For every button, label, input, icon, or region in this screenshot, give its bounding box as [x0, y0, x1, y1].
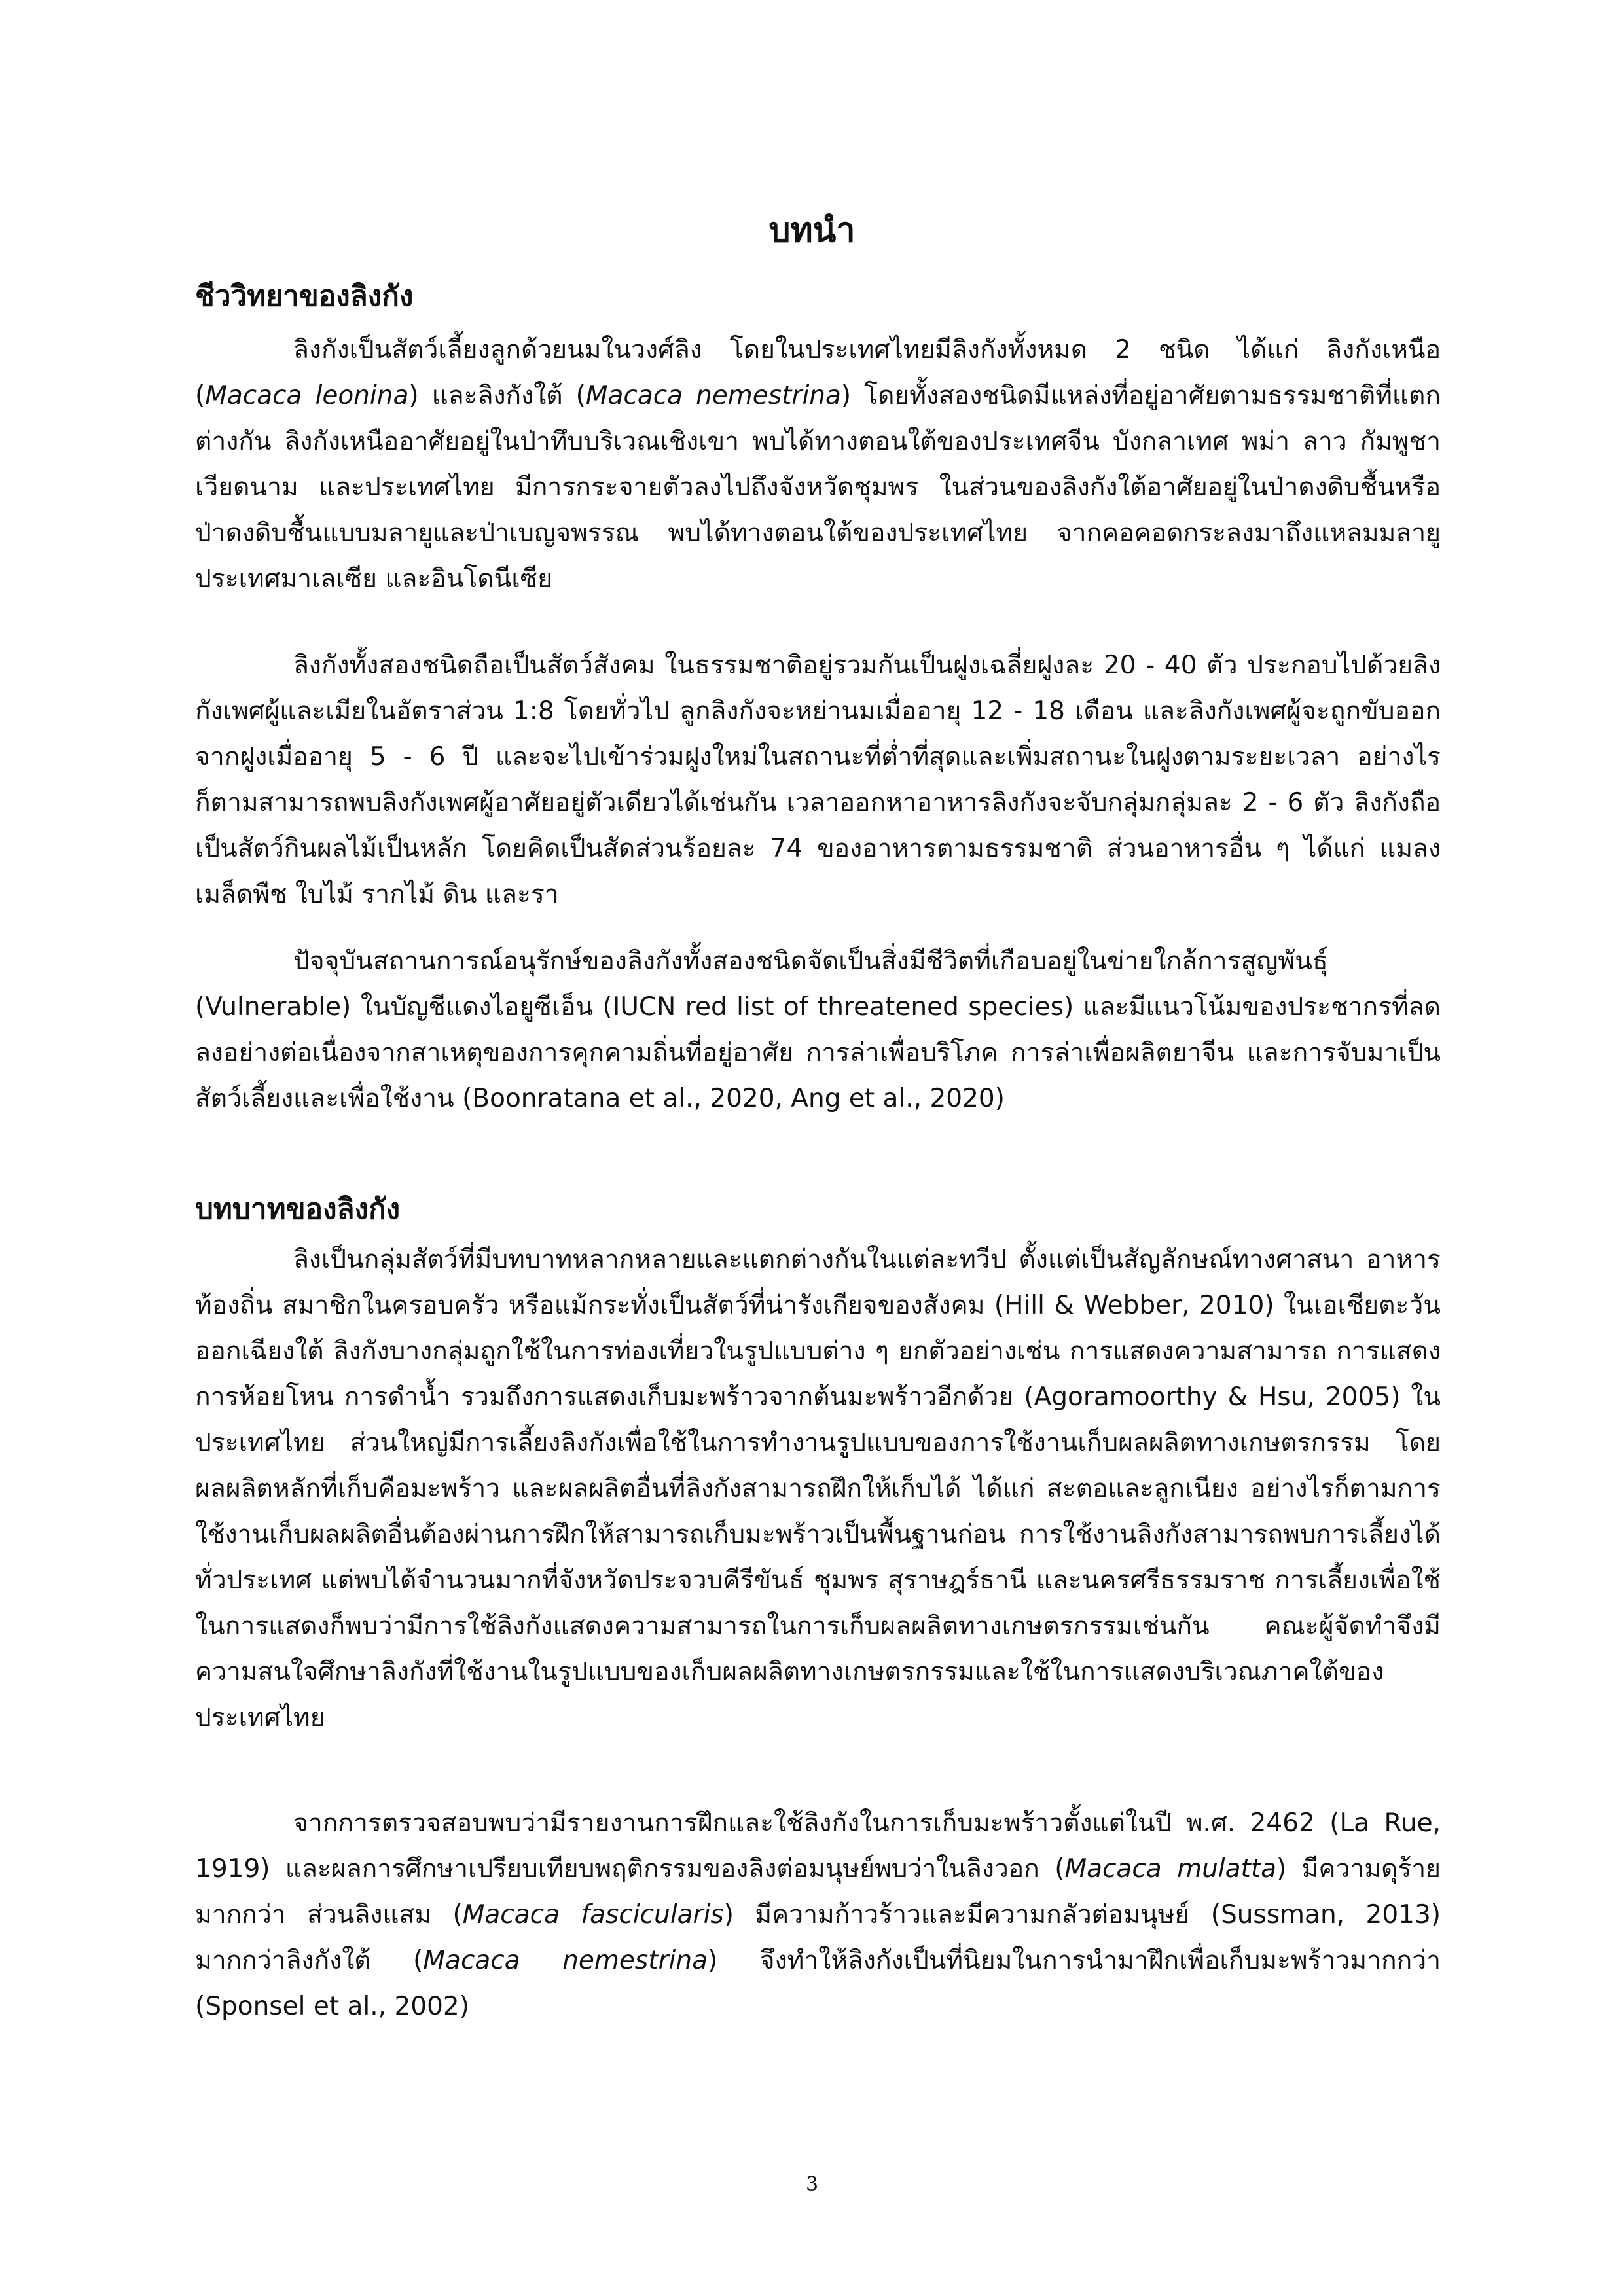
paragraph-conservation-status: ปัจจุบันสถานการณ์อนุรักษ์ของลิงกังทั้งสองชนิดจัดเป็นสิ่งมีชีวิตที่เกือบอยู่ในข่ายใกล้การสูญพันธุ์ (Vulnerable) ในบัญชีแดงไอยูซีเอ็น (IUCN red list of threatened species) และมีแนวโน้มของประชากรที่ลดลงอย่างต่อเนื่องจากสาเหตุของการคุกคามถิ่นที่อยู่อาศัย การล่าเพื่อบริโภค การล่าเพื่อผลิตยาจีน และการจับมาเป็นสัตว์เลี้ยงและเพื่อใช้งาน (Boonratana et al., 2020, Ang et al., 2020)	[195, 946, 1441, 1113]
species-name: Macaca fascicularis	[462, 1900, 724, 1929]
paragraph-text: ) มีความดุร้ายมากกว่า ส่วนลิงแสม (	[195, 1854, 1441, 1929]
page-number: 3	[805, 2173, 819, 2196]
paragraph-text: ) และลิงกังใต้ (	[408, 381, 586, 410]
paragraph-text: จากการตรวจสอบพบว่ามีรายงานการฝึกและใช้ลิงกังในการเก็บมะพร้าวตั้งแต่ในปี พ.ศ. 2462 (La Rue, 1919) และผลการศึกษาเปรียบเทียบพฤติกรรมของลิงต่อมนุษย์พบว่าในลิงวอก (	[195, 1808, 1441, 1884]
paragraph-species-habitat	[195, 327, 1441, 602]
paragraph-roles-of-macaques: ลิงเป็นกลุ่มสัตว์ที่มีบทบาทหลากหลายและแตกต่างกันในแต่ละทวีป ตั้งแต่เป็นสัญลักษณ์ทางศาสนา อาหารท้องถิ่น สมาชิกในครอบครัว หรือแม้กระทั่งเป็นสัตว์ที่น่ารังเกียจของสังคม (Hill & Webber, 2010) ในเอเชียตะวันออกเฉียงใต้ ลิงกังบางกลุ่มถูกใช้ในการท่องเที่ยวในรูปแบบต่าง ๆ ยกตัวอย่างเช่น การแสดงความสามารถ การแสดงการห้อยโหน การดำน้ำ รวมถึงการแสดงเก็บมะพร้าวจากต้นมะพร้าวอีกด้วย (Agoramoorthy & Hsu, 2005) ในประเทศไทย ส่วนใหญ่มีการเลี้ยงลิงกังเพื่อใช้ในการทำงานรูปแบบของการใช้งานเก็บผลผลิตทางเกษตรกรรม โดยผลผลิตหลักที่เก็บคือมะพร้าว และผลผลิตอื่นที่ลิงกังสามารถฝึกให้เก็บได้ ได้แก่ สะตอและลูกเนียง อย่างไรก็ตามการใช้งานเก็บผลผลิตอื่นต้องผ่านการฝึกให้สามารถเก็บมะพร้าวเป็นพื้นฐานก่อน การใช้งานลิงกังสามารถพบการเลี้ยงได้ทั่วประเทศ แต่พบได้จำนวนมากที่จังหวัดประจวบคีรีขันธ์ ชุมพร สุราษฎร์ธานี และนครศรีธรรมราช การเลี้ยงเพื่อใช้ในการแสดงก็พบว่ามีการใช้ลิงกังแสดงความสามารถในการเก็บผลผลิตทางเกษตรกรรมเช่นกัน คณะผู้จัดทำจึงมีความสนใจศึกษาลิงกังที่ใช้งานในรูปแบบของเก็บผลผลิตทางเกษตรกรรมและใช้ในการแสดงบริเวณภาคใต้ของประเทศไทย	[195, 1245, 1441, 1732]
page-title: บทนำ	[768, 211, 856, 250]
paragraph-text: ) มีความก้าวร้าวและมีความกลัวต่อมนุษย์ (Sussman, 2013) มากกว่าลิงกังใต้ (	[195, 1900, 1441, 1975]
species-name: Macaca leonina	[205, 381, 409, 410]
paragraph-social-behavior: ลิงกังทั้งสองชนิดถือเป็นสัตว์สังคม ในธรรมชาติอยู่รวมกันเป็นฝูงเฉลี่ยฝูงละ 20 - 40 ตัว ประกอบไปด้วยลิงกังเพศผู้และเมียในอัตราส่วน 1:8 โดยทั่วไป ลูกลิงกังจะหย่านมเมื่ออายุ 12 - 18 เดือน และลิงกังเพศผู้จะถูกขับออกจากฝูงเมื่ออายุ 5 - 6 ปี และจะไปเข้าร่วมฝูงใหม่ในสถานะที่ต่ำที่สุดและเพิ่มสถานะในฝูงตามระยะเวลา อย่างไรก็ตามสามารถพบลิงกังเพศผู้อาศัยอยู่ตัวเดียวได้เช่นกัน เวลาออกหาอาหารลิงกังจะจับกลุ่มกลุ่มละ 2 - 6 ตัว ลิงกังถือเป็นสัตว์กินผลไม้เป็นหลัก โดยคิดเป็นสัดส่วนร้อยละ 74 ของอาหารตามธรรมชาติ ส่วนอาหารอื่น ๆ ได้แก่ แมลง เมล็ดพืช ใบไม้ รากไม้ ดิน และรา	[195, 651, 1441, 909]
species-name: Macaca mulatta	[1064, 1854, 1277, 1884]
section-heading-roles: บทบาทของลิงกัง	[195, 1193, 401, 1226]
paragraph-text: ลิงกังเป็นสัตว์เลี้ยงลูกด้วยนมในวงศ์ลิง โดยในประเทศไทยมีลิงกังทั้งหมด 2 ชนิด ได้แก่ ลิงกังเหนือ (	[195, 335, 1441, 410]
paragraph-text: ) จึงทำให้ลิงกังเป็นที่นิยมในการนำมาฝึกเพื่อเก็บมะพร้าวมากกว่า (Sponsel et al., 2002)	[195, 1946, 1441, 2021]
section-heading-biology: ชีววิทยาของลิงกัง	[195, 279, 414, 313]
species-name: Macaca nemestrina	[423, 1946, 708, 1975]
paragraph-text: ) โดยทั้งสองชนิดมีแหล่งที่อยู่อาศัยตามธรรมชาติที่แตกต่างกัน ลิงกังเหนืออาศัยอยู่ในป่าทึบบริเวณเชิงเขา พบได้ทางตอนใต้ของประเทศจีน บังกลาเทศ พม่า ลาว กัมพูชา เวียดนาม และประเทศไทย มีการกระจายตัวลงไปถึงจังหวัดชุมพร ในส่วนของลิงกังใต้อาศัยอยู่ในป่าดงดิบชื้นหรือป่าดงดิบชื้นแบบมลายูและป่าเบญจพรรณ พบได้ทางตอนใต้ของประเทศไทย จากคอคอดกระลงมาถึงแหลมมลายู ประเทศมาเลเซีย และอินโดนีเซีย	[195, 381, 1441, 594]
species-name: Macaca nemestrina	[585, 381, 841, 410]
paragraph-training-history	[195, 1801, 1441, 2030]
